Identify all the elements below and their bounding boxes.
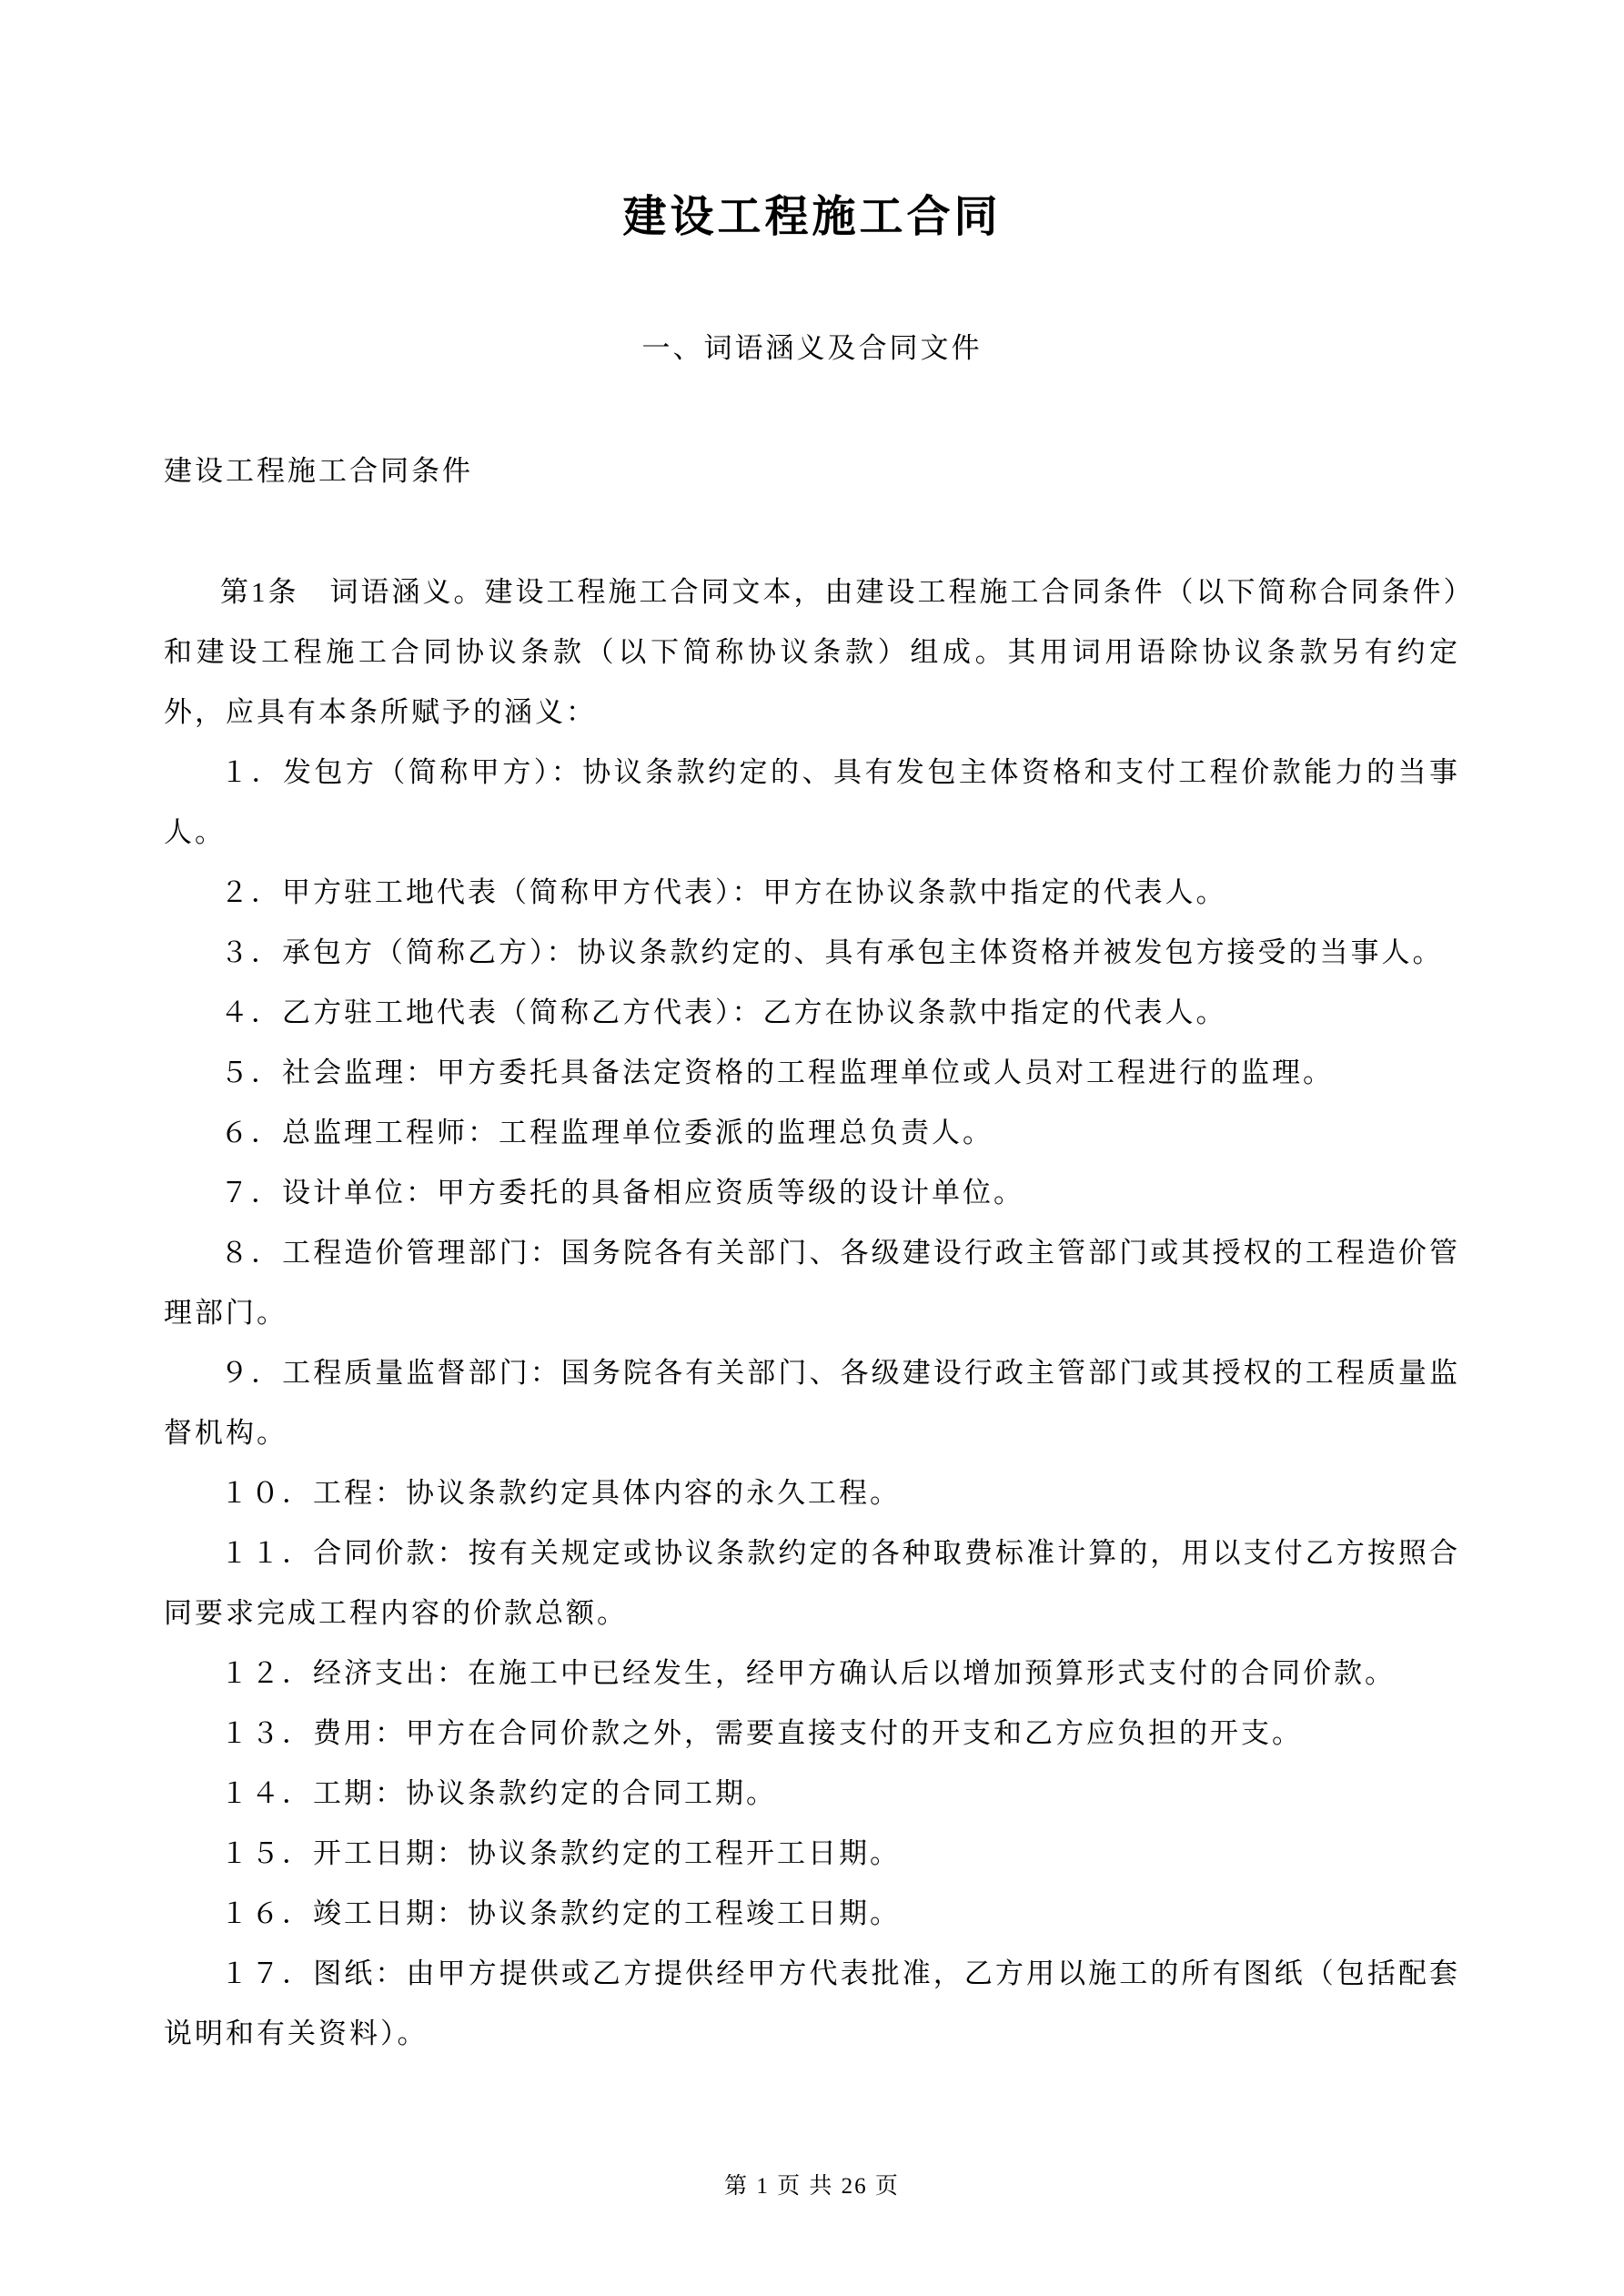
paragraph: ３．承包方（简称乙方）：协议条款约定的、具有承包主体资格并被发包方接受的当事人。 bbox=[220, 936, 1444, 969]
paragraph: １２．经济支出：在施工中已经发生，经甲方确认后以增加预算形式支付的合同价款。 bbox=[220, 1657, 1396, 1690]
paragraph: １５．开工日期：协议条款约定的工程开工日期。 bbox=[220, 1837, 901, 1870]
paragraph: １４．工期：协议条款约定的合同工期。 bbox=[220, 1777, 777, 1810]
paragraph: １３．费用：甲方在合同价款之外，需要直接支付的开支和乙方应负担的开支。 bbox=[220, 1717, 1303, 1750]
paragraph: ５．社会监理：甲方委托具备法定资格的工程监理单位或人员对工程进行的监理。 bbox=[220, 1057, 1334, 1089]
paragraph: ２．甲方驻工地代表（简称甲方代表）：甲方在协议条款中指定的代表人。 bbox=[220, 876, 1227, 909]
document-title: 建设工程施工合同 bbox=[622, 193, 1002, 241]
paragraph: １１．合同价款：按有关规定或协议条款约定的各种取费标准计算的，用以支付乙方按照合同要求完成工程内容的价款总额。 bbox=[164, 1537, 1460, 1630]
paragraph: ７．设计单位：甲方委托的具备相应资质等级的设计单位。 bbox=[220, 1177, 1024, 1209]
paragraph: １７．图纸：由甲方提供或乙方提供经甲方代表批准，乙方用以施工的所有图纸（包括配套说明和有关资料）。 bbox=[164, 1957, 1460, 2050]
document-body bbox=[164, 562, 1460, 2064]
paragraph: ４．乙方驻工地代表（简称乙方代表）：乙方在协议条款中指定的代表人。 bbox=[220, 996, 1227, 1029]
document-subtitle: 一、词语涵义及合同文件 bbox=[641, 331, 983, 364]
paragraph: ９．工程质量监督部门：国务院各有关部门、各级建设行政主管部门或其授权的工程质量监督机构。 bbox=[164, 1357, 1460, 1450]
paragraph: １６．竣工日期：协议条款约定的工程竣工日期。 bbox=[220, 1897, 901, 1930]
paragraph: 第1条 词语涵义。建设工程施工合同文本，由建设工程施工合同条件（以下简称合同条件）和建设工程施工合同协议条款（以下简称协议条款）组成。其用词用语除协议条款另有约定外，应具有本条所赋予的涵义： bbox=[164, 576, 1460, 729]
paragraph: １．发包方（简称甲方）：协议条款约定的、具有发包主体资格和支付工程价款能力的当事人。 bbox=[164, 756, 1460, 849]
page-footer: 第 1 页 共 26 页 bbox=[724, 2174, 900, 2199]
paragraph: １０．工程：协议条款约定具体内容的永久工程。 bbox=[220, 1477, 901, 1510]
section-heading: 建设工程施工合同条件 bbox=[164, 454, 473, 487]
paragraph: ８．工程造价管理部门：国务院各有关部门、各级建设行政主管部门或其授权的工程造价管理部门。 bbox=[164, 1237, 1460, 1330]
paragraph: ６．总监理工程师：工程监理单位委派的监理总负责人。 bbox=[220, 1117, 994, 1149]
